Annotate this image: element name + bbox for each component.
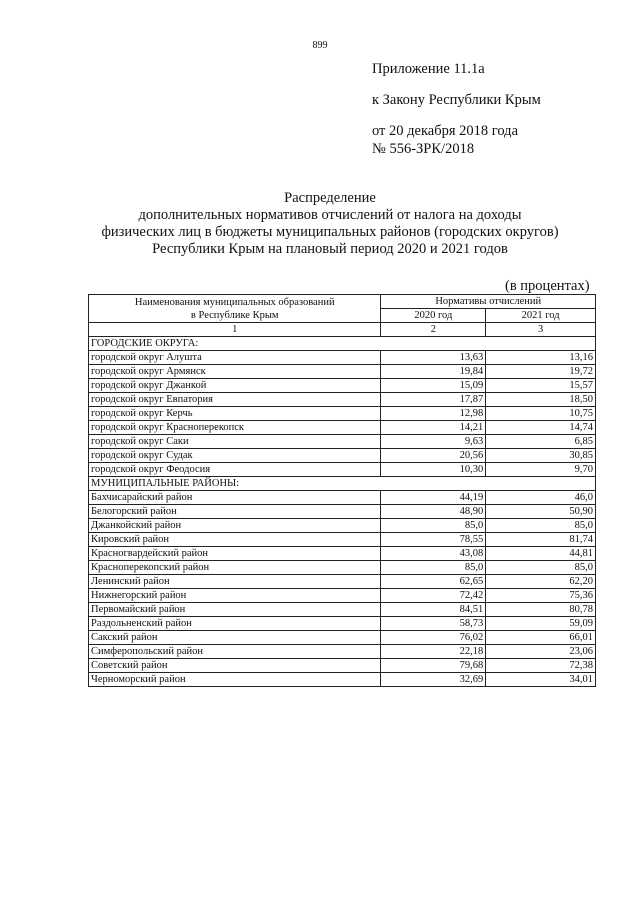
value-2020: 44,19 [381, 491, 486, 505]
header-col-3: 3 [486, 323, 596, 337]
value-2020: 76,02 [381, 631, 486, 645]
value-2021: 10,75 [486, 407, 596, 421]
value-2021: 85,0 [486, 519, 596, 533]
value-2020: 17,87 [381, 393, 486, 407]
value-2020: 85,0 [381, 561, 486, 575]
appendix-title: Приложение 11.1а [372, 61, 485, 77]
title-line-1: Распределение [284, 190, 376, 206]
table-row [89, 379, 596, 393]
table-row [89, 659, 596, 673]
section-title: МУНИЦИПАЛЬНЫЕ РАЙОНЫ: [89, 477, 596, 491]
value-2020: 10,30 [381, 463, 486, 477]
table-row [89, 421, 596, 435]
municipality-name: Симферопольский район [89, 645, 381, 659]
municipality-name: городской округ Судак [89, 449, 381, 463]
value-2021: 9,70 [486, 463, 596, 477]
section-row [89, 477, 596, 491]
table-row [89, 449, 596, 463]
municipality-name: городской округ Алушта [89, 351, 381, 365]
header-norms: Нормативы отчислений [381, 295, 596, 309]
municipality-name: городской округ Евпатория [89, 393, 381, 407]
title-line-4: Республики Крым на плановый период 2020 и 2021 годов [152, 241, 508, 257]
municipality-name: городской округ Армянск [89, 365, 381, 379]
value-2021: 15,57 [486, 379, 596, 393]
value-2020: 12,98 [381, 407, 486, 421]
table-row [89, 575, 596, 589]
title-line-2: дополнительных нормативов отчислений от налога на доходы [138, 207, 522, 223]
title-line-3: физических лиц в бюджеты муниципальных районов (городских округов) [101, 224, 559, 240]
header-col-1: 1 [89, 323, 381, 337]
value-2020: 15,09 [381, 379, 486, 393]
value-2020: 58,73 [381, 617, 486, 631]
municipality-name: Советский район [89, 659, 381, 673]
value-2020: 79,68 [381, 659, 486, 673]
value-2020: 43,08 [381, 547, 486, 561]
section-title: ГОРОДСКИЕ ОКРУГА: [89, 337, 596, 351]
table-row [89, 393, 596, 407]
page-number: 899 [312, 40, 328, 51]
header-name [89, 295, 381, 323]
table-row [89, 645, 596, 659]
value-2021: 30,85 [486, 449, 596, 463]
value-2020: 9,63 [381, 435, 486, 449]
table-row [89, 365, 596, 379]
value-2021: 62,20 [486, 575, 596, 589]
value-2021: 85,0 [486, 561, 596, 575]
municipality-name: Черноморский район [89, 673, 381, 687]
value-2020: 62,65 [381, 575, 486, 589]
table-row [89, 561, 596, 575]
table-row [89, 435, 596, 449]
municipality-name: городской округ Саки [89, 435, 381, 449]
value-2021: 44,81 [486, 547, 596, 561]
value-2020: 72,42 [381, 589, 486, 603]
table-row [89, 673, 596, 687]
table-row [89, 617, 596, 631]
value-2021: 23,06 [486, 645, 596, 659]
table-row [89, 407, 596, 421]
table-row [89, 533, 596, 547]
value-2020: 78,55 [381, 533, 486, 547]
appendix-block [372, 60, 541, 158]
units-label: (в процентах) [505, 278, 590, 294]
value-2020: 13,63 [381, 351, 486, 365]
section-row [89, 337, 596, 351]
value-2021: 13,16 [486, 351, 596, 365]
header-2020: 2020 год [381, 309, 486, 323]
value-2021: 34,01 [486, 673, 596, 687]
header-name-line2: в Республике Крым [190, 309, 279, 321]
municipality-name: Первомайский район [89, 603, 381, 617]
value-2021: 80,78 [486, 603, 596, 617]
municipality-name: Красноперекопский район [89, 561, 381, 575]
municipality-name: Раздольненский район [89, 617, 381, 631]
value-2020: 85,0 [381, 519, 486, 533]
value-2020: 22,18 [381, 645, 486, 659]
table-body [89, 337, 596, 687]
municipality-name: городской округ Джанкой [89, 379, 381, 393]
table-row [89, 589, 596, 603]
table-row [89, 603, 596, 617]
value-2021: 18,50 [486, 393, 596, 407]
value-2021: 81,74 [486, 533, 596, 547]
table-row [89, 519, 596, 533]
value-2021: 14,74 [486, 421, 596, 435]
municipality-name: городской округ Красноперекопск [89, 421, 381, 435]
value-2021: 19,72 [486, 365, 596, 379]
table-row [89, 631, 596, 645]
municipality-name: Красногвардейский район [89, 547, 381, 561]
value-2021: 72,38 [486, 659, 596, 673]
municipality-name: Кировский район [89, 533, 381, 547]
value-2020: 14,21 [381, 421, 486, 435]
header-name-line1: Наименования муниципальных образований [134, 296, 335, 308]
value-2021: 6,85 [486, 435, 596, 449]
value-2020: 32,69 [381, 673, 486, 687]
municipality-name: Бахчисарайский район [89, 491, 381, 505]
value-2020: 20,56 [381, 449, 486, 463]
value-2020: 84,51 [381, 603, 486, 617]
table-row [89, 505, 596, 519]
table-row [89, 547, 596, 561]
value-2021: 66,01 [486, 631, 596, 645]
table-row [89, 463, 596, 477]
municipality-name: Нижнегорский район [89, 589, 381, 603]
municipality-name: Джанкойский район [89, 519, 381, 533]
appendix-date: от 20 декабря 2018 года [372, 123, 518, 139]
appendix-law: к Закону Республики Крым [372, 92, 541, 108]
value-2021: 59,09 [486, 617, 596, 631]
value-2020: 48,90 [381, 505, 486, 519]
municipality-name: Ленинский район [89, 575, 381, 589]
municipality-name: Сакский район [89, 631, 381, 645]
municipality-name: городской округ Феодосия [89, 463, 381, 477]
municipality-name: городской округ Керчь [89, 407, 381, 421]
norms-table [88, 294, 596, 687]
table-row [89, 351, 596, 365]
header-2021: 2021 год [486, 309, 596, 323]
value-2021: 46,0 [486, 491, 596, 505]
value-2021: 50,90 [486, 505, 596, 519]
value-2020: 19,84 [381, 365, 486, 379]
appendix-number: № 556-ЗРК/2018 [372, 141, 475, 157]
table-row [89, 491, 596, 505]
value-2021: 75,36 [486, 589, 596, 603]
municipality-name: Белогорский район [89, 505, 381, 519]
document-title [60, 190, 600, 258]
header-col-2: 2 [381, 323, 486, 337]
